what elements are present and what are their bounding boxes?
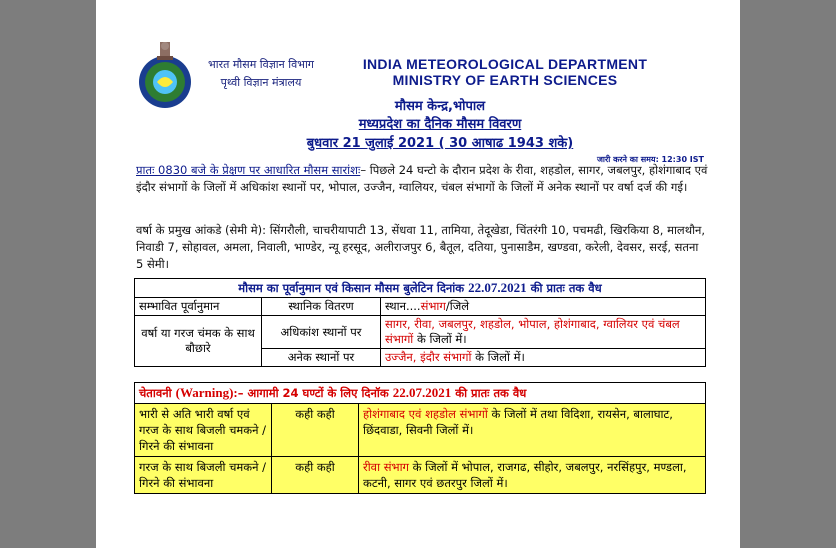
forecast-places-red: उज्जैन, इंदौर संभागों: [385, 350, 472, 364]
weather-summary: [136, 162, 708, 196]
forecast-title-date: 22.07.2021: [468, 280, 527, 295]
issue-time: जारी करने का समय: 12:30 IST: [596, 155, 704, 164]
warning-event: भारी से अति भारी वर्षा एवं गरज के साथ बिजली चमकने / गिरने की संभावना: [135, 404, 272, 457]
col3-suffix: /जिले: [445, 299, 470, 313]
forecast-places-rest: के जिलों में।: [471, 350, 525, 364]
warning-places-red: होशंगाबाद एवं शहडोल संभागों: [363, 407, 488, 421]
report-date: बुधवार 21 जुलाई 2021 ( 30 आषाढ 1943 शके): [306, 136, 574, 151]
forecast-places: [381, 316, 706, 349]
forecast-col-header-1: सम्भावित पूर्वानुमान: [135, 298, 262, 316]
warning-places: [359, 404, 706, 457]
center-name: मौसम केन्द्र,भोपाल: [394, 99, 486, 114]
english-department-name: [330, 56, 680, 88]
forecast-places-rest: के जिलों में।: [413, 332, 467, 346]
warning-title-date: 22.07.2021: [392, 385, 452, 400]
warning-title: [135, 383, 706, 404]
warning-distribution: कही कही: [272, 457, 359, 494]
forecast-title-prefix: मौसम का पूर्वानुमान एवं किसान मौसम बुलेटिन दिनांक: [238, 281, 465, 295]
warning-event: गरज के साथ बिजली चमकने / गिरने की संभावना: [135, 457, 272, 494]
rainfall-figures: वर्षा के प्रमुख आंकडे (सेमी मे): सिंगरौली, चाचरीयापाटी 13, सेंधवा 11, तामिया, तेदूखेडा, चिंतरंगी 10, पचमढी, खिरकिया 8, मालथौन, निवाडी 7, सोहावल, अमला, निवाली, भाण्डेर, न्यू हरसूद, अलीराजपुर 6, बैतूल, दतिया, पुनासाडैम, खण्डवा, करेली, देवसर, सरई, सतना 5 सेमी।: [136, 223, 706, 271]
forecast-phenomenon: वर्षा या गरज चंमक के साथ बौछारे: [135, 316, 262, 367]
imd-emblem-icon: [136, 40, 194, 112]
warning-places: [359, 457, 706, 494]
warning-title-middle: – आगामी 24 घण्टों के लिए दिनॉक: [237, 386, 393, 400]
forecast-title: [135, 279, 706, 298]
warning-places-rest: के जिलों में तथा विदिशा, रायसेन, बालाघाट, छिंदवाडा, सिवनी जिलों में।: [363, 407, 673, 437]
warning-places-red: रीवा संभाग: [363, 460, 410, 474]
hindi-dept-line2: पृथ्वी विज्ञान मंत्रालय: [220, 76, 302, 89]
warning-places-rest: के जिलों में भोपाल, राजगढ, सीहोर, जबलपुर, नरसिंहपुर, मण्डला, कटनी, सागर एवं छतरपुर जिलों में।: [363, 460, 687, 490]
col3-red: संभाग: [420, 299, 446, 313]
forecast-places-red: सागर, रीवा, जबलपुर, शहडोल, भोपाल, होशंगाबाद, ग्वालियर एवं चंबल संभागों: [385, 317, 680, 346]
warning-title-prefix: चेतावनी: [139, 386, 176, 400]
forecast-col-header-2: स्थानिक वितरण: [262, 298, 381, 316]
eng-dept-line1: INDIA METEOROLOGICAL DEPARTMENT: [362, 56, 648, 72]
forecast-table: [134, 278, 706, 367]
warning-distribution: कही कही: [272, 404, 359, 457]
warning-title-suffix: की प्रातः तक वैध: [451, 386, 527, 400]
warning-title-warning: (Warning):: [175, 385, 238, 400]
eng-dept-line2: MINISTRY OF EARTH SCIENCES: [392, 72, 618, 88]
col3-prefix: स्थान....: [385, 299, 421, 313]
report-title: मध्यप्रदेश का दैनिक मौसम विवरण: [358, 117, 522, 132]
forecast-col-header-3: [381, 298, 706, 316]
forecast-title-suffix: की प्रातः तक वैध: [530, 281, 602, 295]
hindi-dept-line1: भारत मौसम विज्ञान विभाग: [208, 58, 314, 71]
forecast-distribution: अधिकांश स्थानों पर: [262, 316, 381, 349]
warning-table: [134, 382, 706, 494]
forecast-distribution: अनेक स्थानों पर: [262, 349, 381, 367]
hindi-department-name: [196, 56, 326, 92]
summary-text: – पिछले 24 घन्टो के दौरान प्रदेश के रीवा, शहडोल, सागर, जबलपुर, होशंगाबाद एवं इंदौर संभागों के जिलों में अधिकांश स्थानों पर, भोपाल, उज्जैन, ग्वालियर, चंबल संभागों के जिलों में अनेक स्थानों पर वर्षा दर्ज की गई।: [136, 163, 708, 194]
forecast-places: [381, 349, 706, 367]
summary-lead: प्रातः 0830 बजे के प्रेक्षण पर आधारित मौसम सारांशः: [136, 163, 361, 177]
